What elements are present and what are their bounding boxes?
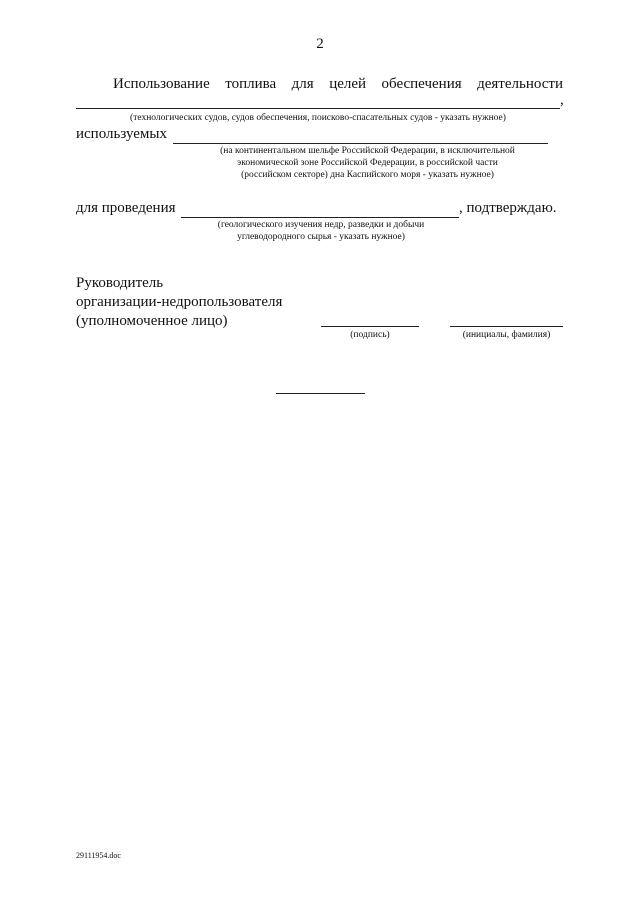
end-of-document-line — [276, 393, 365, 394]
word-purposes: целей — [329, 76, 367, 92]
initials-blank[interactable] — [450, 326, 563, 327]
used-label: используемых — [76, 126, 167, 142]
vessel-type-blank[interactable] — [76, 108, 560, 109]
location-blank[interactable] — [173, 143, 548, 144]
word-providing: обеспечения — [381, 76, 462, 92]
confirm-suffix: , подтверждаю. — [459, 200, 557, 216]
footer-filename: 29111954.doc — [76, 851, 121, 860]
location-hint-line-3: (российском секторе) дна Каспийского моря - указать нужное) — [241, 170, 494, 180]
location-hint-line-1: (на континентальном шельфе Российской Федерации, в исключительной — [220, 146, 515, 156]
signer-title-line-2: организации-недропользователя — [76, 294, 283, 310]
signer-title-line-3: (уполномоченное лицо) — [76, 313, 228, 329]
signature-hint: (подпись) — [350, 330, 390, 340]
word-activity: деятельности — [477, 76, 563, 92]
purpose-hint-line-2: углеводородного сырья - указать нужное) — [237, 232, 405, 242]
signature-blank[interactable] — [321, 326, 419, 327]
location-hint-line-2: экономической зоне Российской Федерации, в российской части — [237, 158, 498, 168]
page-number: 2 — [316, 36, 324, 52]
word-usage: Использование — [113, 76, 210, 92]
word-fuel: топлива — [225, 76, 277, 92]
conducting-label: для проведения — [76, 200, 176, 216]
vessel-type-hint: (технологических судов, судов обеспечения, поисково-спасательных судов - указать нужное) — [130, 113, 506, 123]
usage-sentence-line — [113, 76, 563, 93]
initials-hint: (инициалы, фамилия) — [462, 330, 551, 340]
purpose-blank[interactable] — [181, 217, 459, 218]
signer-title-line-1: Руководитель — [76, 275, 164, 291]
vessel-line-comma: , — [560, 92, 564, 108]
word-for: для — [291, 76, 314, 92]
purpose-hint-line-1: (геологического изучения недр, разведки и добычи — [217, 220, 425, 230]
